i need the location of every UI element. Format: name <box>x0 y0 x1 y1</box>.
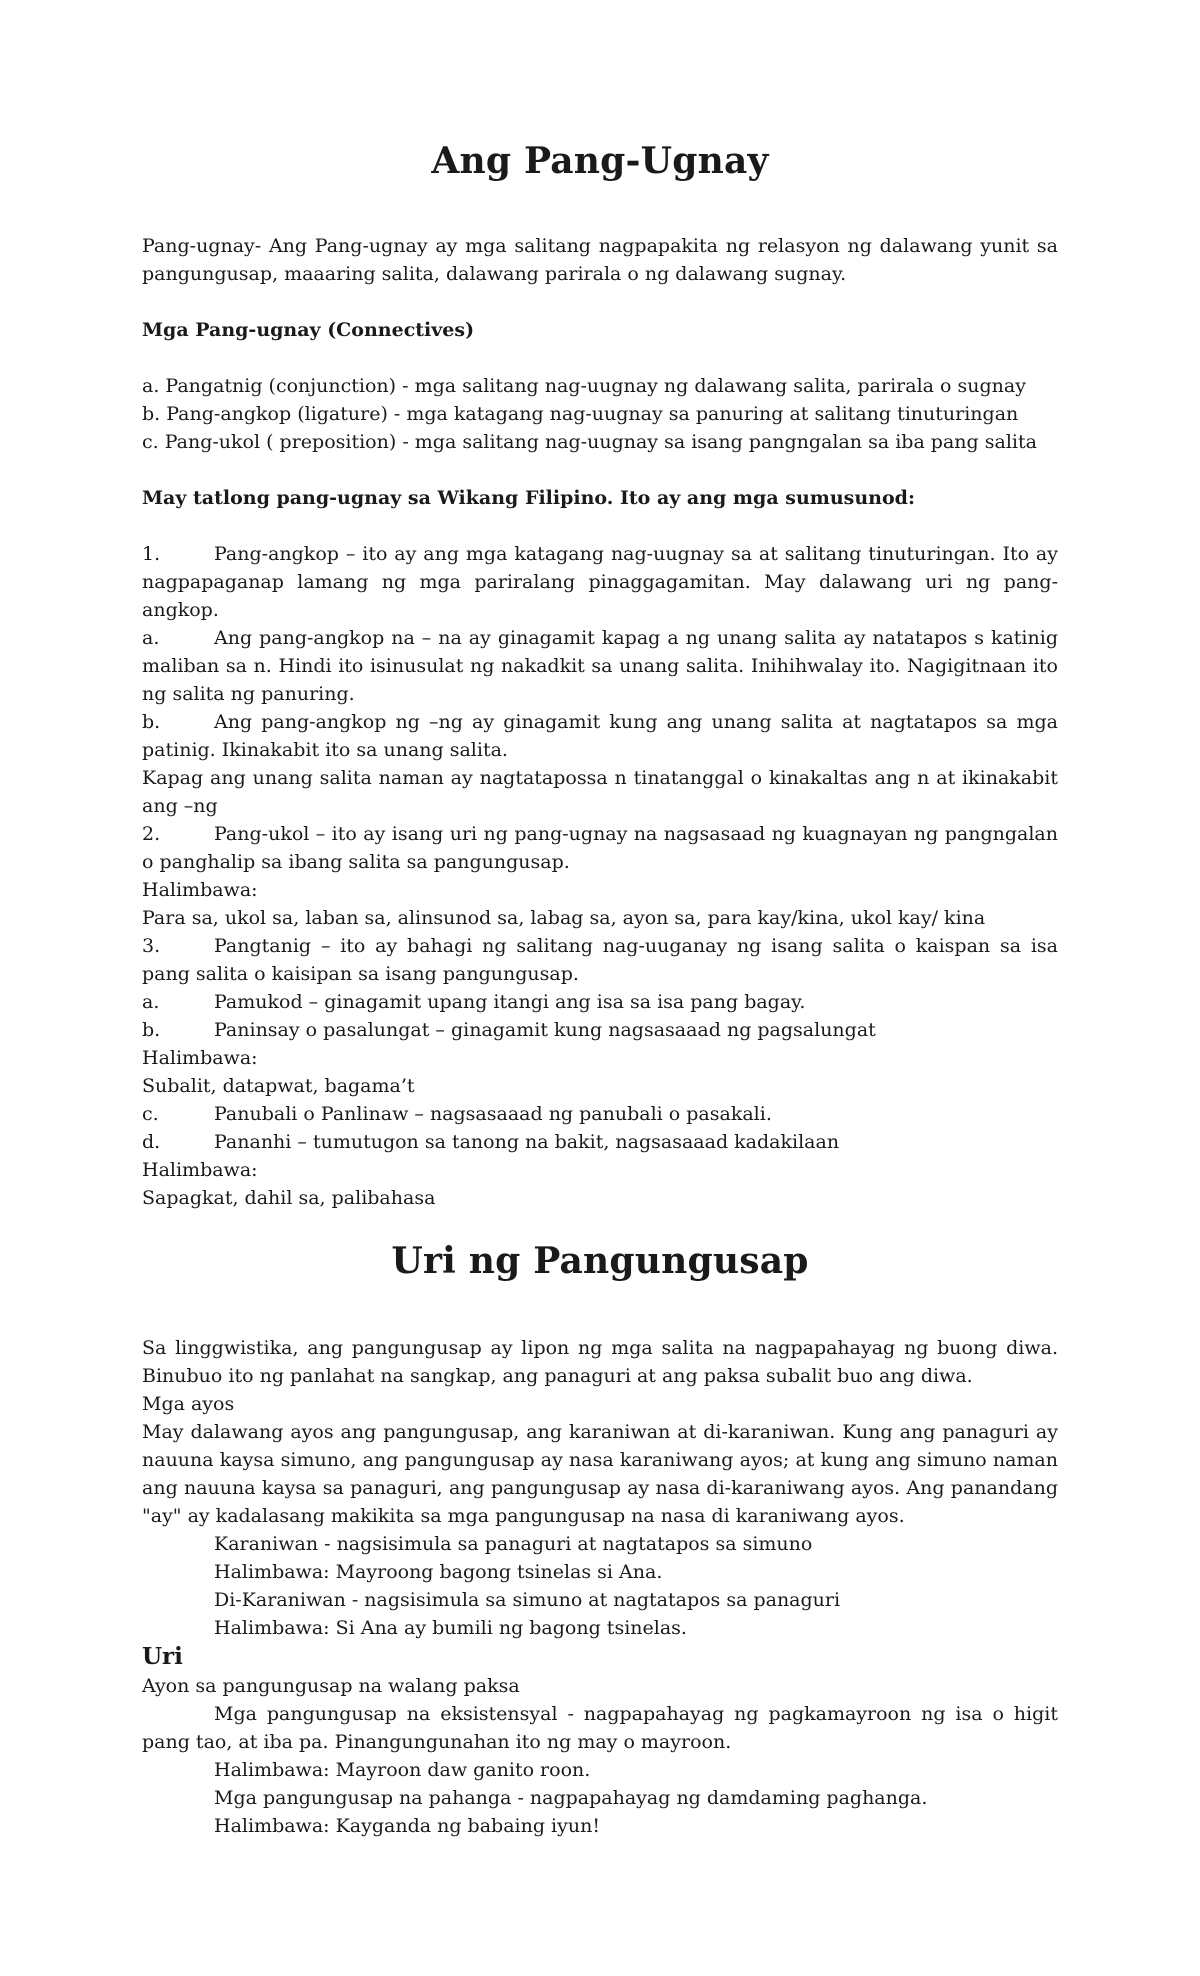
halimbawa-label: Halimbawa: <box>142 879 258 901</box>
list-text: Pangtanig – ito ay bahagi ng salitang nag-uuganay ng isang salita o kaispan sa isa pang salita o kaisipan sa isang pangungusap. <box>142 935 1058 985</box>
walang-paksa-label: Ayon sa pangungusap na walang paksa <box>142 1675 520 1697</box>
list-marker: a. <box>142 991 160 1013</box>
pahanga-example: Halimbawa: Kayganda ng babaing iyun! <box>214 1815 600 1837</box>
note-text: Kapag ang unang salita naman ay nagtatapossa n tinatanggal o kinakaltas ang n at ikinakabit ang –ng <box>142 767 1058 817</box>
list-item <box>142 708 1058 764</box>
list-marker: b. <box>142 711 161 733</box>
list-marker: d. <box>142 1131 161 1153</box>
list-item <box>142 1016 1058 1044</box>
list-marker: 2. <box>142 823 161 845</box>
list-marker: b. <box>142 1019 161 1041</box>
connective-item: b. Pang-angkop (ligature) - mga katagang nag-uugnay sa panuring at salitang tinuturingan <box>142 403 1019 425</box>
uri-heading: Uri <box>142 1643 183 1670</box>
list-text: Panubali o Panlinaw – nagsasaaad ng panubali o pasakali. <box>214 1103 772 1125</box>
list-text: Pang-ukol – ito ay isang uri ng pang-ugnay na nagsasaad ng kuagnayan ng pangngalan o panghalip sa ibang salita sa pangungusap. <box>142 823 1058 873</box>
list-text: Ang pang-angkop ng –ng ay ginagamit kung ang unang salita at nagtatapos sa mga patinig. Ikinakabit ito sa unang salita. <box>142 711 1058 761</box>
list-item <box>142 932 1058 988</box>
list-text: Pamukod – ginagamit upang itangi ang isa sa isa pang bagay. <box>214 991 806 1013</box>
list-item <box>142 1100 1058 1128</box>
list-marker: a. <box>142 627 160 649</box>
karaniwan-text: Karaniwan - nagsisimula sa panaguri at nagtatapos sa simuno <box>214 1533 813 1555</box>
connective-item: a. Pangatnig (conjunction) - mga salitang nag-uugnay ng dalawang salita, parirala o sugnay <box>142 375 1026 397</box>
ayos-paragraph: May dalawang ayos ang pangungusap, ang karaniwan at di-karaniwan. Kung ang panaguri ay nauuna kaysa simuno, ang pangungusap ay nasa karaniwang ayos; at kung ang simuno naman ang nauuna kaysa sa panaguri, ang pangungusap ay nasa di-karaniwang ayos. Ang panandang "ay" ay kadalasang makikita sa mga pangungusap na nasa di karaniwang ayos. <box>142 1421 1058 1527</box>
three-types-heading: May tatlong pang-ugnay sa Wikang Filipino. Ito ay ang mga sumusunod: <box>142 487 915 509</box>
list-item <box>142 988 1058 1016</box>
karaniwan-example: Halimbawa: Mayroong bagong tsinelas si Ana. <box>214 1561 663 1583</box>
list-text: Pananhi – tumutugon sa tanong na bakit, nagsasaaad kadakilaan <box>214 1131 840 1153</box>
intro-paragraph: Sa linggwistika, ang pangungusap ay lipon ng mga salita na nagpapahayag ng buong diwa. Binubuo ito ng panlahat na sangkap, ang panaguri at ang paksa subalit buo ang diwa. <box>142 1337 1058 1387</box>
eksistensyal-text: Mga pangungusap na eksistensyal - nagpapahayag ng pagkamayroon ng isa o higit pang tao, at iba pa. Pinangungunahan ito ng may o mayroon. <box>142 1703 1058 1753</box>
list-marker: 1. <box>142 543 161 565</box>
list-marker: c. <box>142 1103 159 1125</box>
list-text: Ang pang-angkop na – na ay ginagamit kapag a ng unang salita ay natatapos s katinig maliban sa n. Hindi ito isinusulat ng nakadkit sa unang salita. Inihihwalay ito. Nagigitnaan ito ng salita ng panuring. <box>142 627 1058 705</box>
di-karaniwan-text: Di-Karaniwan - nagsisimula sa simuno at nagtatapos sa panaguri <box>214 1589 841 1611</box>
ayos-label: Mga ayos <box>142 1393 235 1415</box>
connective-item: c. Pang-ukol ( preposition) - mga salitang nag-uugnay sa isang pangngalan sa iba pang salita <box>142 431 1037 453</box>
list-item <box>142 624 1058 708</box>
list-marker: 3. <box>142 935 161 957</box>
example-text: Sapagkat, dahil sa, palibahasa <box>142 1187 436 1209</box>
eksistensyal-example: Halimbawa: Mayroon daw ganito roon. <box>214 1759 591 1781</box>
section-title-uri-ng-pangungusap: Uri ng Pangungusap <box>391 1240 809 1282</box>
example-text: Subalit, datapwat, bagama’t <box>142 1075 415 1097</box>
connectives-heading: Mga Pang-ugnay (Connectives) <box>142 319 475 341</box>
list-item <box>142 820 1058 876</box>
pahanga-text: Mga pangungusap na pahanga - nagpapahayag ng damdaming paghanga. <box>214 1787 928 1809</box>
halimbawa-label: Halimbawa: <box>142 1159 258 1181</box>
example-text: Para sa, ukol sa, laban sa, alinsunod sa, labag sa, ayon sa, para kay/kina, ukol kay/ kina <box>142 907 986 929</box>
list-text: Pang-angkop – ito ay ang mga katagang nag-uugnay sa at salitang tinuturingan. Ito ay nagpapaganap lamang ng mga pariralang pinaggagamitan. May dalawang uri ng pang-angkop. <box>142 543 1058 621</box>
halimbawa-label: Halimbawa: <box>142 1047 258 1069</box>
list-item <box>142 540 1058 624</box>
di-karaniwan-example: Halimbawa: Si Ana ay bumili ng bagong tsinelas. <box>214 1617 687 1639</box>
list-text: Paninsay o pasalungat – ginagamit kung nagsasaaad ng pagsalungat <box>214 1019 876 1041</box>
intro-paragraph: Pang-ugnay- Ang Pang-ugnay ay mga salitang nagpapakita ng relasyon ng dalawang yunit sa pangungusap, maaaring salita, dalawang parirala o ng dalawang sugnay. <box>142 235 1058 285</box>
section-title-pang-ugnay: Ang Pang-Ugnay <box>431 140 769 182</box>
list-item <box>142 1128 1058 1156</box>
